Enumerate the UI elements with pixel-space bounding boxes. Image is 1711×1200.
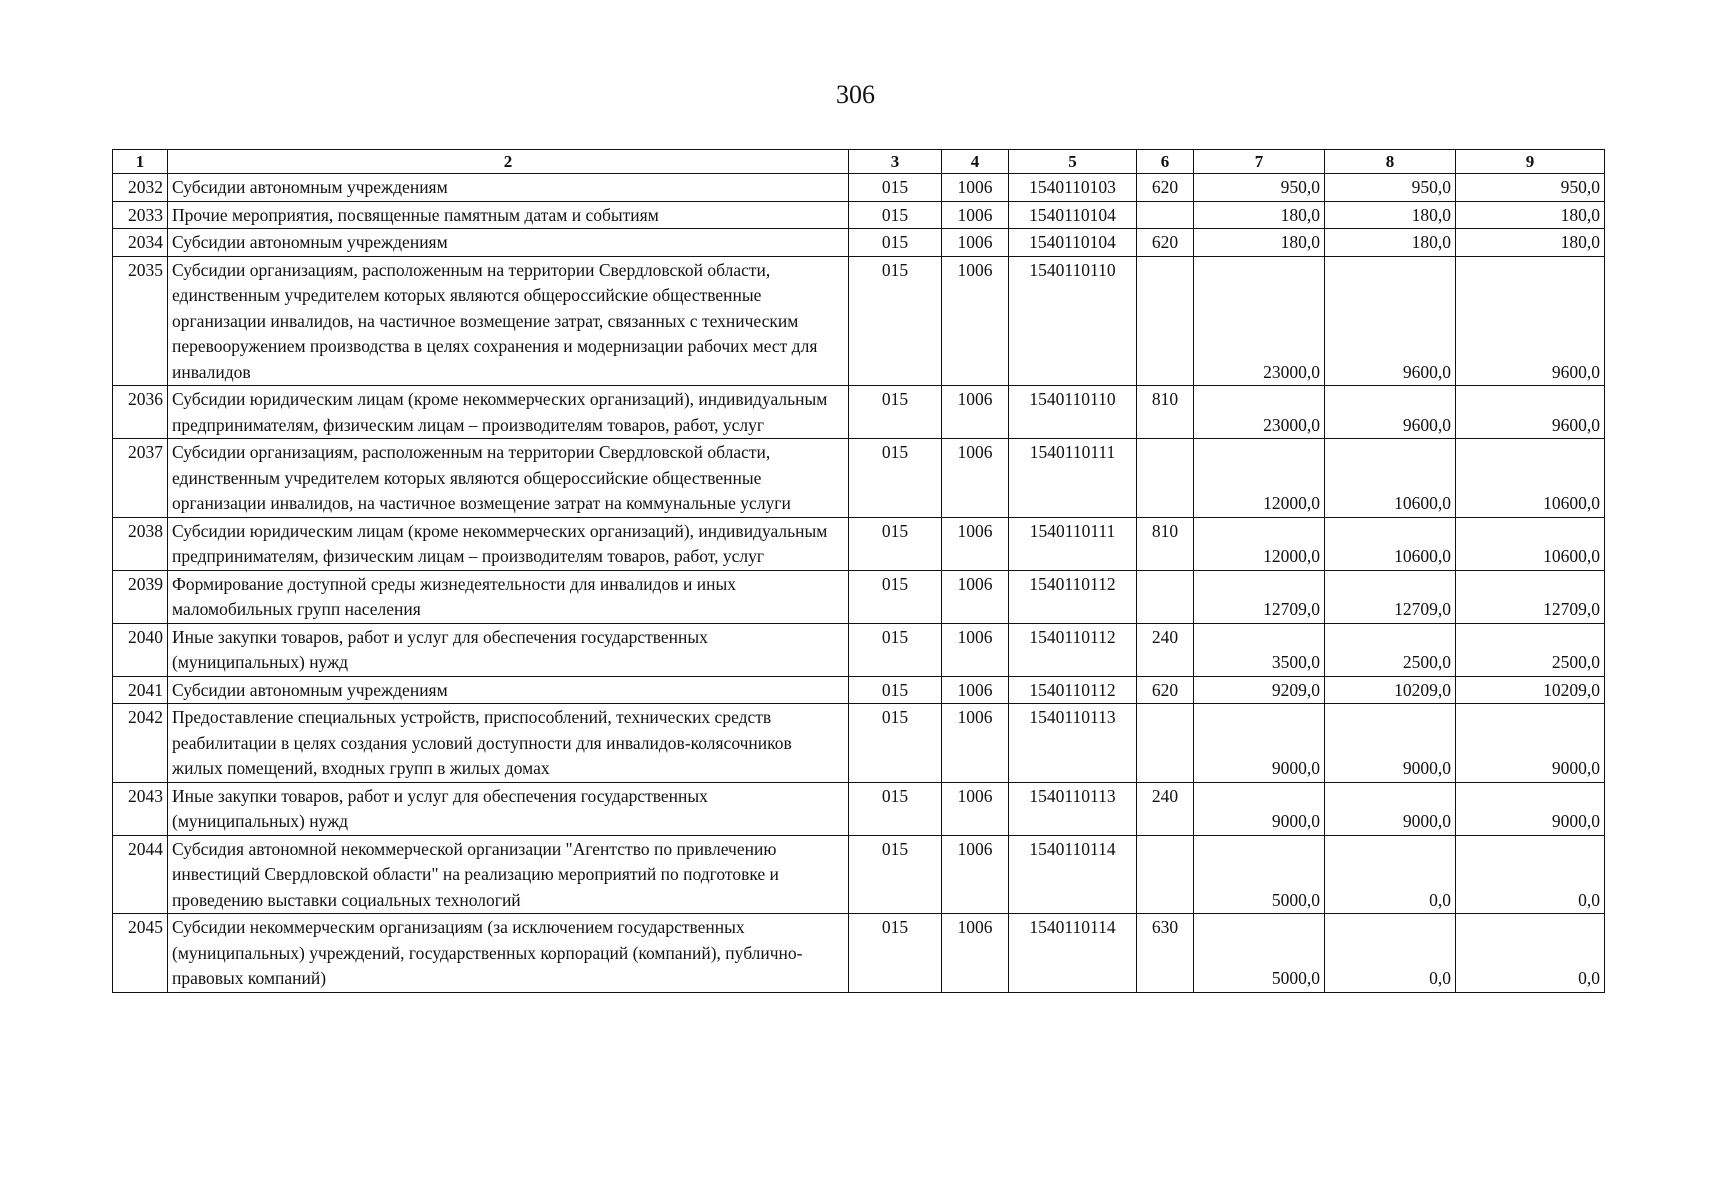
row-code-6: 630 xyxy=(1137,914,1194,993)
row-code-3: 015 xyxy=(849,517,942,570)
table-body xyxy=(113,174,1605,993)
row-value-8: 0,0 xyxy=(1325,914,1456,993)
row-value-9: 0,0 xyxy=(1456,835,1605,914)
row-code-5: 1540110114 xyxy=(1009,914,1137,993)
table-row xyxy=(113,914,1605,993)
table-row xyxy=(113,782,1605,835)
row-number: 2034 xyxy=(113,229,168,257)
row-code-3: 015 xyxy=(849,835,942,914)
row-code-3: 015 xyxy=(849,439,942,518)
row-name: Иные закупки товаров, работ и услуг для обеспечения государственных (муниципальных) нужд xyxy=(168,782,849,835)
table-row xyxy=(113,201,1605,229)
row-code-6: 240 xyxy=(1137,782,1194,835)
row-name: Формирование доступной среды жизнедеятельности для инвалидов и иных маломобильных групп населения xyxy=(168,570,849,623)
row-value-9: 9600,0 xyxy=(1456,256,1605,386)
row-value-8: 180,0 xyxy=(1325,229,1456,257)
row-value-8: 9600,0 xyxy=(1325,386,1456,439)
row-code-4: 1006 xyxy=(942,201,1009,229)
row-code-3: 015 xyxy=(849,676,942,704)
row-value-9: 10600,0 xyxy=(1456,439,1605,518)
row-code-5: 1540110113 xyxy=(1009,704,1137,783)
row-number: 2032 xyxy=(113,174,168,202)
col-header-5: 5 xyxy=(1009,150,1137,174)
col-header-2: 2 xyxy=(168,150,849,174)
row-number: 2045 xyxy=(113,914,168,993)
row-value-8: 0,0 xyxy=(1325,835,1456,914)
row-code-6: 810 xyxy=(1137,386,1194,439)
row-value-8: 950,0 xyxy=(1325,174,1456,202)
row-value-9: 180,0 xyxy=(1456,201,1605,229)
row-value-7: 3500,0 xyxy=(1194,623,1325,676)
row-code-5: 1540110112 xyxy=(1009,676,1137,704)
row-name: Субсидии автономным учреждениям xyxy=(168,174,849,202)
row-code-5: 1540110113 xyxy=(1009,782,1137,835)
row-code-5: 1540110112 xyxy=(1009,623,1137,676)
col-header-3: 3 xyxy=(849,150,942,174)
row-code-6 xyxy=(1137,256,1194,386)
row-number: 2041 xyxy=(113,676,168,704)
row-value-8: 10600,0 xyxy=(1325,517,1456,570)
row-code-3: 015 xyxy=(849,623,942,676)
row-value-8: 12709,0 xyxy=(1325,570,1456,623)
row-code-5: 1540110112 xyxy=(1009,570,1137,623)
row-code-5: 1540110110 xyxy=(1009,386,1137,439)
row-code-3: 015 xyxy=(849,229,942,257)
row-code-3: 015 xyxy=(849,782,942,835)
row-value-9: 950,0 xyxy=(1456,174,1605,202)
row-value-7: 9209,0 xyxy=(1194,676,1325,704)
row-code-6: 620 xyxy=(1137,229,1194,257)
row-value-9: 9000,0 xyxy=(1456,782,1605,835)
row-number: 2038 xyxy=(113,517,168,570)
row-value-7: 12709,0 xyxy=(1194,570,1325,623)
table-row xyxy=(113,704,1605,783)
row-code-4: 1006 xyxy=(942,256,1009,386)
row-code-4: 1006 xyxy=(942,835,1009,914)
col-header-6: 6 xyxy=(1137,150,1194,174)
row-value-7: 180,0 xyxy=(1194,201,1325,229)
row-code-4: 1006 xyxy=(942,386,1009,439)
row-number: 2043 xyxy=(113,782,168,835)
row-code-5: 1540110114 xyxy=(1009,835,1137,914)
row-code-6 xyxy=(1137,439,1194,518)
row-name: Субсидии юридическим лицам (кроме некоммерческих организаций), индивидуальным предпринимателям, физическим лицам – производителям товаров, работ, услуг xyxy=(168,517,849,570)
row-name: Субсидии автономным учреждениям xyxy=(168,229,849,257)
row-value-7: 9000,0 xyxy=(1194,704,1325,783)
col-header-7: 7 xyxy=(1194,150,1325,174)
row-name: Субсидии некоммерческим организациям (за исключением государственных (муниципальных) учреждений, государственных корпораций (компаний), публично-правовых компаний) xyxy=(168,914,849,993)
col-header-1: 1 xyxy=(113,150,168,174)
row-name: Субсидии организациям, расположенным на территории Свердловской области, единственным учредителем которых являются общероссийские общественные организации инвалидов, на частичное возмещение затрат, связанных с техническим перевооружением производства в целях сохранения и модернизации рабочих мест для инвалидов xyxy=(168,256,849,386)
table-row xyxy=(113,256,1605,386)
col-header-8: 8 xyxy=(1325,150,1456,174)
row-code-4: 1006 xyxy=(942,704,1009,783)
budget-table xyxy=(112,149,1605,993)
row-value-9: 9600,0 xyxy=(1456,386,1605,439)
row-code-4: 1006 xyxy=(942,623,1009,676)
row-code-4: 1006 xyxy=(942,229,1009,257)
row-code-4: 1006 xyxy=(942,570,1009,623)
row-code-3: 015 xyxy=(849,174,942,202)
row-number: 2033 xyxy=(113,201,168,229)
row-name: Субсидии организациям, расположенным на территории Свердловской области, единственным учредителем которых являются общероссийские общественные организации инвалидов, на частичное возмещение затрат на коммунальные услуги xyxy=(168,439,849,518)
row-code-4: 1006 xyxy=(942,439,1009,518)
row-code-3: 015 xyxy=(849,256,942,386)
table-row xyxy=(113,229,1605,257)
row-value-8: 9600,0 xyxy=(1325,256,1456,386)
row-value-7: 23000,0 xyxy=(1194,256,1325,386)
table-row xyxy=(113,517,1605,570)
row-value-9: 10209,0 xyxy=(1456,676,1605,704)
row-code-4: 1006 xyxy=(942,174,1009,202)
header-row xyxy=(113,150,1605,174)
row-value-8: 9000,0 xyxy=(1325,704,1456,783)
page-number: 306 xyxy=(836,80,875,109)
row-number: 2044 xyxy=(113,835,168,914)
row-code-6 xyxy=(1137,201,1194,229)
row-name: Субсидии юридическим лицам (кроме некоммерческих организаций), индивидуальным предпринимателям, физическим лицам – производителям товаров, работ, услуг xyxy=(168,386,849,439)
row-code-4: 1006 xyxy=(942,517,1009,570)
row-code-6 xyxy=(1137,704,1194,783)
row-code-6 xyxy=(1137,835,1194,914)
table-row xyxy=(113,623,1605,676)
row-number: 2036 xyxy=(113,386,168,439)
row-code-3: 015 xyxy=(849,570,942,623)
row-code-3: 015 xyxy=(849,201,942,229)
row-value-9: 10600,0 xyxy=(1456,517,1605,570)
row-code-6: 620 xyxy=(1137,174,1194,202)
row-number: 2037 xyxy=(113,439,168,518)
row-code-5: 1540110111 xyxy=(1009,439,1137,518)
row-code-5: 1540110110 xyxy=(1009,256,1137,386)
row-number: 2035 xyxy=(113,256,168,386)
col-header-9: 9 xyxy=(1456,150,1605,174)
row-code-4: 1006 xyxy=(942,914,1009,993)
table-row xyxy=(113,676,1605,704)
row-value-7: 23000,0 xyxy=(1194,386,1325,439)
row-code-6: 620 xyxy=(1137,676,1194,704)
row-code-3: 015 xyxy=(849,914,942,993)
row-value-9: 9000,0 xyxy=(1456,704,1605,783)
row-code-5: 1540110104 xyxy=(1009,229,1137,257)
table-row xyxy=(113,570,1605,623)
row-value-7: 5000,0 xyxy=(1194,835,1325,914)
row-code-4: 1006 xyxy=(942,676,1009,704)
row-value-9: 12709,0 xyxy=(1456,570,1605,623)
row-code-6: 240 xyxy=(1137,623,1194,676)
row-value-7: 9000,0 xyxy=(1194,782,1325,835)
row-value-7: 5000,0 xyxy=(1194,914,1325,993)
row-code-6 xyxy=(1137,570,1194,623)
row-number: 2040 xyxy=(113,623,168,676)
row-name: Иные закупки товаров, работ и услуг для обеспечения государственных (муниципальных) нужд xyxy=(168,623,849,676)
row-value-8: 180,0 xyxy=(1325,201,1456,229)
row-name: Прочие мероприятия, посвященные памятным датам и событиям xyxy=(168,201,849,229)
row-value-8: 10209,0 xyxy=(1325,676,1456,704)
row-code-5: 1540110111 xyxy=(1009,517,1137,570)
row-value-7: 950,0 xyxy=(1194,174,1325,202)
row-value-9: 0,0 xyxy=(1456,914,1605,993)
row-value-8: 2500,0 xyxy=(1325,623,1456,676)
table-row xyxy=(113,439,1605,518)
row-value-8: 9000,0 xyxy=(1325,782,1456,835)
row-name: Субсидия автономной некоммерческой организации "Агентство по привлечению инвестиций Свердловской области" на реализацию мероприятий по подготовке и проведению выставки социальных технологий xyxy=(168,835,849,914)
row-value-9: 180,0 xyxy=(1456,229,1605,257)
row-value-7: 12000,0 xyxy=(1194,517,1325,570)
table-row xyxy=(113,386,1605,439)
row-code-3: 015 xyxy=(849,704,942,783)
row-code-5: 1540110103 xyxy=(1009,174,1137,202)
row-value-8: 10600,0 xyxy=(1325,439,1456,518)
row-value-7: 12000,0 xyxy=(1194,439,1325,518)
row-code-4: 1006 xyxy=(942,782,1009,835)
row-code-6: 810 xyxy=(1137,517,1194,570)
row-code-5: 1540110104 xyxy=(1009,201,1137,229)
row-number: 2042 xyxy=(113,704,168,783)
col-header-4: 4 xyxy=(942,150,1009,174)
row-value-9: 2500,0 xyxy=(1456,623,1605,676)
row-name: Субсидии автономным учреждениям xyxy=(168,676,849,704)
row-value-7: 180,0 xyxy=(1194,229,1325,257)
row-number: 2039 xyxy=(113,570,168,623)
row-code-3: 015 xyxy=(849,386,942,439)
table-row xyxy=(113,174,1605,202)
table-row xyxy=(113,835,1605,914)
row-name: Предоставление специальных устройств, приспособлений, технических средств реабилитации в целях создания условий доступности для инвалидов-колясочников жилых помещений, входных групп в жилых домах xyxy=(168,704,849,783)
